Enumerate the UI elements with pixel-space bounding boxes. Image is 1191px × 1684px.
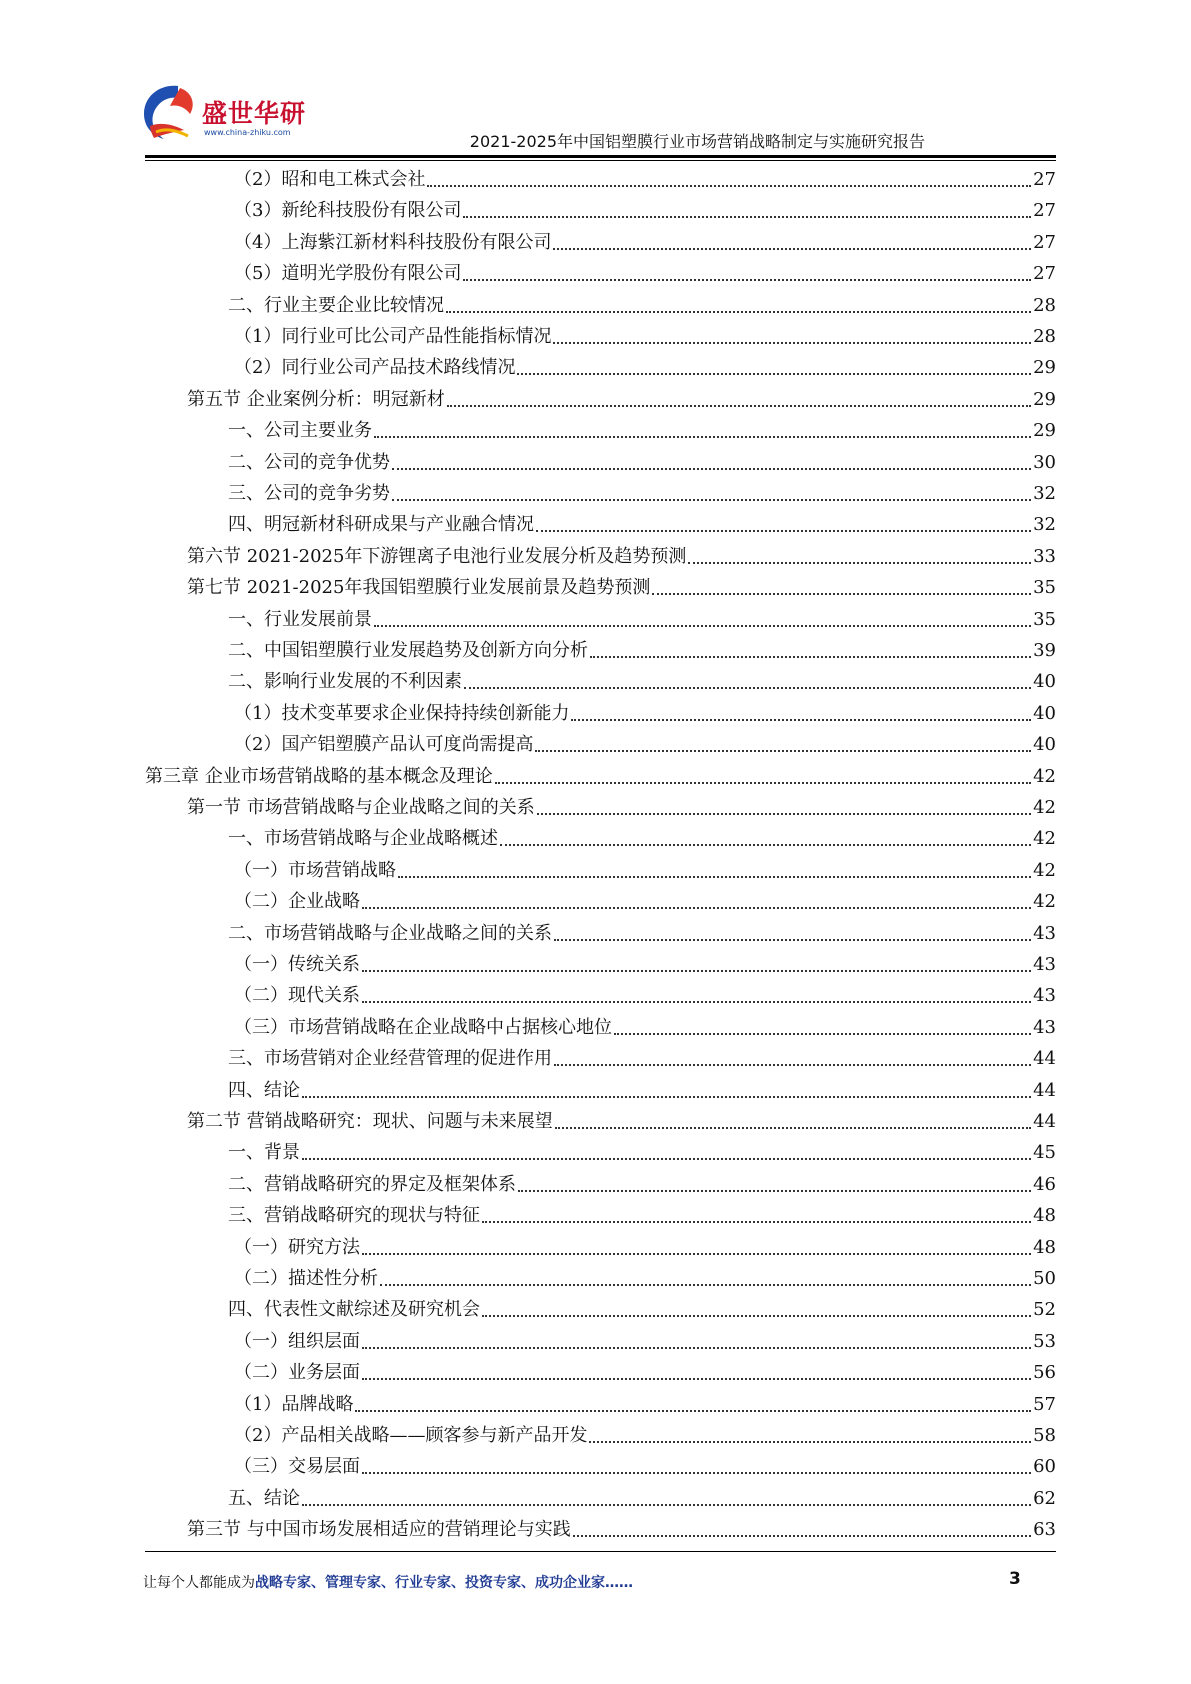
toc-entry-label: 三、营销战略研究的现状与特征 <box>228 1205 480 1227</box>
toc-entry-label: （一）研究方法 <box>234 1236 360 1258</box>
toc-entry-label: 三、公司的竞争劣势 <box>228 483 390 504</box>
toc-entry-page: 42 <box>1033 891 1056 913</box>
toc-entry-page: 40 <box>1033 702 1056 724</box>
toc-entry[interactable] <box>234 1417 1056 1448</box>
toc-entry[interactable] <box>187 1103 1056 1134</box>
toc-entry-label: 一、背景 <box>228 1142 300 1164</box>
toc-entry-page: 58 <box>1033 1425 1056 1446</box>
toc-entry-page: 40 <box>1033 734 1056 756</box>
toc-dot-leader <box>482 1314 1031 1317</box>
toc-entry-page: 57 <box>1033 1393 1056 1415</box>
toc-dot-leader <box>464 686 1031 689</box>
toc-entry[interactable] <box>228 915 1056 946</box>
toc-entry-label: （3）新纶科技股份有限公司 <box>234 200 462 222</box>
toc-entry-page: 42 <box>1033 797 1056 818</box>
toc-entry[interactable] <box>228 1072 1056 1103</box>
toc-entry-page: 43 <box>1033 922 1056 944</box>
toc-entry-label: （二）业务层面 <box>234 1362 360 1384</box>
toc-entry-page: 27 <box>1033 200 1056 222</box>
toc-entry[interactable] <box>234 349 1056 380</box>
toc-entry[interactable] <box>234 318 1056 349</box>
toc-entry-page: 27 <box>1033 169 1056 190</box>
toc-entry[interactable] <box>187 381 1056 412</box>
toc-dot-leader <box>590 655 1031 658</box>
toc-entry-page: 32 <box>1033 483 1056 504</box>
toc-entry-page: 42 <box>1033 828 1056 850</box>
toc-entry-label: 一、公司主要业务 <box>228 420 372 442</box>
toc-entry-label: （三）交易层面 <box>234 1456 360 1478</box>
toc-dot-leader <box>652 592 1031 595</box>
toc-entry-page: 28 <box>1033 326 1056 347</box>
toc-entry-page: 27 <box>1033 263 1056 285</box>
toc-entry-label: 二、公司的竞争优势 <box>228 451 390 473</box>
toc-entry[interactable] <box>228 475 1056 506</box>
logo-url: www.china-zhiku.com <box>204 128 291 137</box>
toc-entry-label: （二）企业战略 <box>234 891 360 913</box>
toc-entry-page: 29 <box>1033 388 1056 410</box>
logo-icon <box>138 82 200 144</box>
toc-entry-page: 48 <box>1033 1236 1056 1258</box>
toc-dot-leader <box>614 1032 1031 1035</box>
toc-entry-label: （三）市场营销战略在企业战略中占据核心地位 <box>234 1016 612 1038</box>
toc-entry[interactable] <box>234 1354 1056 1385</box>
toc-entry-label: 二、中国铝塑膜行业发展趋势及创新方向分析 <box>228 640 588 661</box>
toc-entry-label: （2）昭和电工株式会社 <box>234 169 426 190</box>
toc-dot-leader <box>518 1189 1031 1192</box>
toc-dot-leader <box>500 843 1031 846</box>
toc-dot-leader <box>362 1252 1031 1255</box>
toc-dot-leader <box>398 875 1031 878</box>
toc-dot-leader <box>463 215 1031 218</box>
toc-entry-page: 43 <box>1033 1016 1056 1038</box>
toc-dot-leader <box>447 404 1031 407</box>
toc-entry-label: 第一节 市场营销战略与企业战略之间的关系 <box>187 797 535 818</box>
toc-dot-leader <box>362 1000 1031 1003</box>
toc-entry-label: 第三节 与中国市场发展相适应的营销理论与实践 <box>187 1519 571 1541</box>
toc-dot-leader <box>573 1534 1031 1537</box>
toc-entry[interactable] <box>228 1040 1056 1071</box>
toc-entry[interactable] <box>228 1166 1056 1197</box>
toc-entry[interactable] <box>228 412 1056 443</box>
toc-entry[interactable] <box>228 1134 1056 1165</box>
toc-entry[interactable] <box>187 538 1056 569</box>
toc-dot-leader <box>537 812 1031 815</box>
toc-dot-leader <box>374 435 1031 438</box>
toc-dot-leader <box>482 1220 1031 1223</box>
toc-entry-page: 46 <box>1033 1173 1056 1195</box>
toc-entry-label: 三、市场营销对企业经营管理的促进作用 <box>228 1048 552 1070</box>
toc-entry[interactable] <box>234 1323 1056 1354</box>
toc-entry[interactable] <box>228 601 1056 632</box>
toc-dot-leader <box>554 938 1031 941</box>
toc-entry-label: （2）同行业公司产品技术路线情况 <box>234 357 516 379</box>
toc-dot-leader <box>553 247 1031 250</box>
toc-entry-page: 43 <box>1033 985 1056 1007</box>
toc-entry-page: 29 <box>1033 420 1056 442</box>
toc-entry[interactable] <box>234 1448 1056 1479</box>
toc-entry-label: 第六节 2021-2025年下游锂离子电池行业发展分析及趋势预测 <box>187 545 687 567</box>
toc-dot-leader <box>446 310 1031 313</box>
toc-dot-leader <box>536 529 1031 532</box>
toc-entry-label: 二、市场营销战略与企业战略之间的关系 <box>228 922 552 944</box>
toc-entry-label: 四、明冠新材科研成果与产业融合情况 <box>228 514 534 536</box>
page-header <box>0 0 1191 160</box>
toc-entry[interactable] <box>228 1480 1056 1511</box>
toc-dot-leader <box>302 1503 1031 1506</box>
toc-entry-page: 60 <box>1033 1456 1056 1478</box>
toc-entry-label: 五、结论 <box>228 1487 300 1509</box>
toc-entry-page: 29 <box>1033 357 1056 379</box>
toc-entry[interactable] <box>228 663 1056 694</box>
toc-entry[interactable] <box>234 1260 1056 1291</box>
toc-entry[interactable] <box>234 695 1056 726</box>
toc-dot-leader <box>555 1126 1031 1129</box>
toc-entry-page: 52 <box>1033 1299 1056 1321</box>
toc-dot-leader <box>495 781 1031 784</box>
toc-entry[interactable] <box>234 161 1056 192</box>
toc-entry-page: 45 <box>1033 1142 1056 1164</box>
toc-entry-page: 39 <box>1033 640 1056 661</box>
toc-entry-page: 62 <box>1033 1487 1056 1509</box>
toc-dot-leader <box>427 184 1031 187</box>
toc-entry[interactable] <box>234 1386 1056 1417</box>
toc-entry-label: （2）国产铝塑膜产品认可度尚需提高 <box>234 734 534 756</box>
toc-entry-label: 第二节 营销战略研究：现状、问题与未来展望 <box>187 1111 553 1132</box>
toc-entry-page: 30 <box>1033 451 1056 473</box>
toc-entry[interactable] <box>228 506 1056 537</box>
logo-name: 盛世华研 <box>202 99 307 128</box>
toc-entry-page: 63 <box>1033 1519 1056 1541</box>
toc-entry[interactable] <box>228 444 1056 475</box>
toc-dot-leader <box>571 718 1031 721</box>
toc-entry-page: 44 <box>1033 1048 1056 1070</box>
toc-entry-page: 35 <box>1033 608 1056 630</box>
footer-slogan-highlight: 战略专家、管理专家、行业专家、投资专家、成功企业家…… <box>255 1575 633 1591</box>
toc-entry[interactable] <box>234 192 1056 223</box>
toc-entry-label: （1）同行业可比公司产品性能指标情况 <box>234 326 552 347</box>
toc-entry-label: （一）市场营销战略 <box>234 859 396 881</box>
toc-dot-leader <box>355 1409 1031 1412</box>
toc-entry-label: 二、影响行业发展的不利因素 <box>228 671 462 693</box>
toc-dot-leader <box>589 1440 1031 1443</box>
toc-dot-leader <box>392 498 1031 501</box>
header-divider <box>145 155 1056 158</box>
toc-entry[interactable] <box>228 287 1056 318</box>
toc-dot-leader <box>392 467 1031 470</box>
toc-entry[interactable] <box>187 1511 1056 1542</box>
toc-dot-leader <box>463 278 1031 281</box>
toc-entry[interactable] <box>228 1197 1056 1228</box>
toc-entry[interactable] <box>234 224 1056 255</box>
toc-dot-leader <box>535 749 1031 752</box>
toc-entry-label: 四、代表性文献综述及研究机会 <box>228 1299 480 1321</box>
toc-entry-label: （1）技术变革要求企业保持持续创新能力 <box>234 702 570 724</box>
toc-entry-label: 一、市场营销战略与企业战略概述 <box>228 828 498 850</box>
toc-entry-label: （一）组织层面 <box>234 1330 360 1352</box>
toc-entry-page: 53 <box>1033 1330 1056 1352</box>
toc-entry-label: 二、行业主要企业比较情况 <box>228 294 444 316</box>
toc-entry[interactable] <box>234 883 1056 914</box>
toc-entry-label: （二）现代关系 <box>234 985 360 1007</box>
toc-entry[interactable] <box>145 758 1056 789</box>
toc-dot-leader <box>302 1157 1031 1160</box>
toc-entry[interactable] <box>234 255 1056 286</box>
toc-entry-page: 42 <box>1033 765 1056 787</box>
report-title: 2021-2025年中国铝塑膜行业市场营销战略制定与实施研究报告 <box>469 132 925 151</box>
toc-entry[interactable] <box>187 569 1056 600</box>
toc-entry-page: 32 <box>1033 514 1056 536</box>
toc-dot-leader <box>362 906 1031 909</box>
toc-entry-label: （2）产品相关战略——顾客参与新产品开发 <box>234 1425 588 1446</box>
toc-dot-leader <box>554 1063 1031 1066</box>
toc-dot-leader <box>362 1471 1031 1474</box>
toc-entry[interactable] <box>234 852 1056 883</box>
toc-dot-leader <box>374 624 1031 627</box>
toc-entry-label: （1）品牌战略 <box>234 1393 354 1415</box>
footer-slogan-lead: 让每个人都能成为 <box>143 1575 255 1591</box>
toc-entry-page: 43 <box>1033 954 1056 975</box>
toc-entry[interactable] <box>234 1229 1056 1260</box>
toc-entry[interactable] <box>234 977 1056 1008</box>
toc-entry[interactable] <box>228 632 1056 663</box>
toc-entry-label: （二）描述性分析 <box>234 1268 378 1289</box>
toc-entry-page: 35 <box>1033 577 1056 599</box>
toc-dot-leader <box>688 561 1031 564</box>
toc-entry-label: 二、营销战略研究的界定及框架体系 <box>228 1173 516 1195</box>
toc-entry-label: （5）道明光学股份有限公司 <box>234 263 462 285</box>
toc-entry[interactable] <box>234 1009 1056 1040</box>
toc-entry-page: 28 <box>1033 294 1056 316</box>
toc-dot-leader <box>517 372 1031 375</box>
toc-entry-page: 40 <box>1033 671 1056 693</box>
toc-entry-page: 50 <box>1033 1268 1056 1289</box>
toc-dot-leader <box>362 1377 1031 1380</box>
toc-entry-page: 44 <box>1033 1111 1056 1132</box>
footer-divider <box>145 1551 1056 1552</box>
toc-dot-leader <box>553 341 1031 344</box>
toc-entry-page: 48 <box>1033 1205 1056 1227</box>
toc-entry-label: （一）传统关系 <box>234 954 360 975</box>
toc-dot-leader <box>362 969 1031 972</box>
company-logo <box>138 82 308 152</box>
toc-entry[interactable] <box>228 820 1056 851</box>
toc-entry-label: （4）上海紫江新材料科技股份有限公司 <box>234 231 552 253</box>
page-number: 3 <box>1009 1569 1021 1589</box>
toc-entry-label: 四、结论 <box>228 1079 300 1101</box>
toc-entry-page: 27 <box>1033 231 1056 253</box>
toc-entry-page: 42 <box>1033 859 1056 881</box>
toc-entry[interactable] <box>228 1291 1056 1322</box>
footer-slogan <box>143 1572 633 1592</box>
toc-entry-page: 56 <box>1033 1362 1056 1384</box>
toc-dot-leader <box>380 1283 1031 1286</box>
toc-entry[interactable] <box>187 789 1056 820</box>
toc-entry-label: 第七节 2021-2025年我国铝塑膜行业发展前景及趋势预测 <box>187 577 651 599</box>
toc-dot-leader <box>302 1095 1031 1098</box>
toc-entry[interactable] <box>234 726 1056 757</box>
toc-entry-page: 44 <box>1033 1079 1056 1101</box>
toc-entry[interactable] <box>234 946 1056 977</box>
toc-entry-label: 一、行业发展前景 <box>228 608 372 630</box>
toc-dot-leader <box>362 1346 1031 1349</box>
toc-entry-label: 第五节 企业案例分析：明冠新材 <box>187 388 445 410</box>
toc-entry-page: 33 <box>1033 545 1056 567</box>
toc-entry-label: 第三章 企业市场营销战略的基本概念及理论 <box>145 765 493 787</box>
